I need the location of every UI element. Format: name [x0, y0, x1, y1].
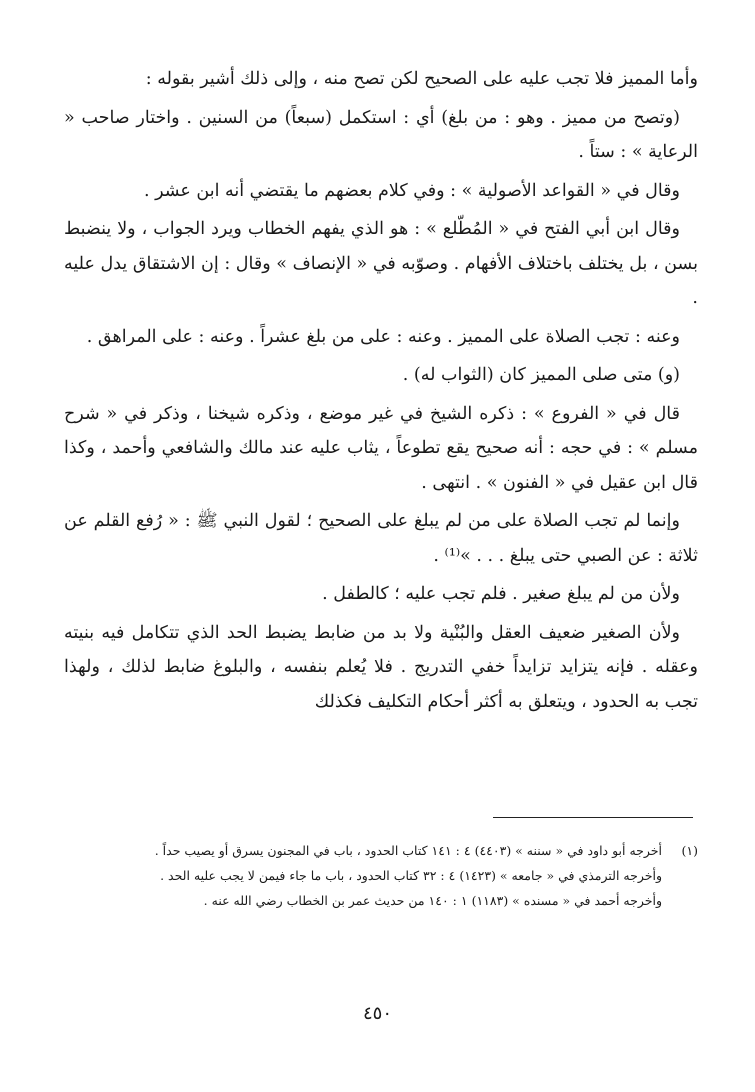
paragraph-6: (و) متى صلى المميز كان (الثواب له) .: [402, 365, 680, 385]
paragraph-8: وإنما لم تجب الصلاة على من لم يبلغ على الصحيح ؛ لقول النبي ﷺ : « رُفع القلم عن ثلاثة : عن الصبي حتى يبلغ . . . »⁽¹⁾ .: [64, 511, 698, 566]
paragraph-1: وأما المميز فلا تجب عليه على الصحيح لكن تصح منه ، وإلى ذلك أشير بقوله :: [145, 69, 698, 89]
paragraph-2: (وتصح من مميز . وهو : من بلغ) أي : استكمل (سبعاً) من السنين . واختار صاحب « الرعاية » : ستاً .: [64, 107, 698, 162]
main-text: [64, 62, 698, 719]
paragraph-5: وعنه : تجب الصلاة على المميز . وعنه : على من بلغ عشراً . وعنه : على المراهق .: [86, 326, 680, 347]
paragraph-9: ولأن من لم يبلغ صغير . فلم تجب عليه ؛ كالطفل .: [322, 584, 680, 604]
paragraph-4: وقال ابن أبي الفتح في « المُطّلع » : هو الذي يفهم الخطاب ويرد الجواب ، ولا ينضبط بسن ، بل يختلف باختلاف الأفهام . وصوّبه في « الإنصاف » وقال : إن الاشتقاق يدل عليه .: [64, 219, 698, 308]
footnote-text-3: وأخرجه أحمد في « مسنده » (١١٨٣) ١ : ١٤٠ من حديث عمر بن الخطاب رضي الله عنه .: [203, 893, 662, 908]
footnote-text-1: أخرجه أبو داود في « سننه » (٤٤٠٣) ٤ : ١٤١ كتاب الحدود ، باب في المجنون يسرق أو يصيب حداً .: [154, 843, 662, 858]
paragraph-7: قال في « الفروع » : ذكره الشيخ في غير موضع ، وذكره شيخنا ، وذكر في « شرح مسلم » : في حجه : أنه صحيح يقع تطوعاً ، يثاب عليه عند مالك والشافعي وأحمد ، وكذا قال ابن عقيل في « الفنون » . انتهى .: [64, 403, 698, 493]
page-number: ٤٥٠: [362, 1003, 392, 1024]
footnotes: [64, 838, 698, 913]
paragraph-10: ولأن الصغير ضعيف العقل والبُنْية ولا بد من ضابط يضبط الحد الذي تتكامل فيه بنيته وعقله . فإنه يتزايد تزايداً خفي التدريج . فلا يُعلم بنفسه ، والبلوغ ضابط لذلك ، ولهذا تجب به الحدود ، ويتعلق به أكثر أحكام التكليف فكذلك: [64, 622, 698, 712]
footnote-line: [64, 838, 698, 863]
footnote-text-2: وأخرجه الترمذي في « جامعه » (١٤٢٣) ٤ : ٣٢ كتاب الحدود ، باب ما جاء فيمن لا يجب عليه الحد .: [160, 868, 662, 883]
footnote-divider: [493, 817, 693, 818]
paragraph-3: وقال في « القواعد الأصولية » : وفي كلام بعضهم ما يقتضي أنه ابن عشر .: [143, 180, 680, 201]
footnote-number: (١): [681, 843, 698, 858]
